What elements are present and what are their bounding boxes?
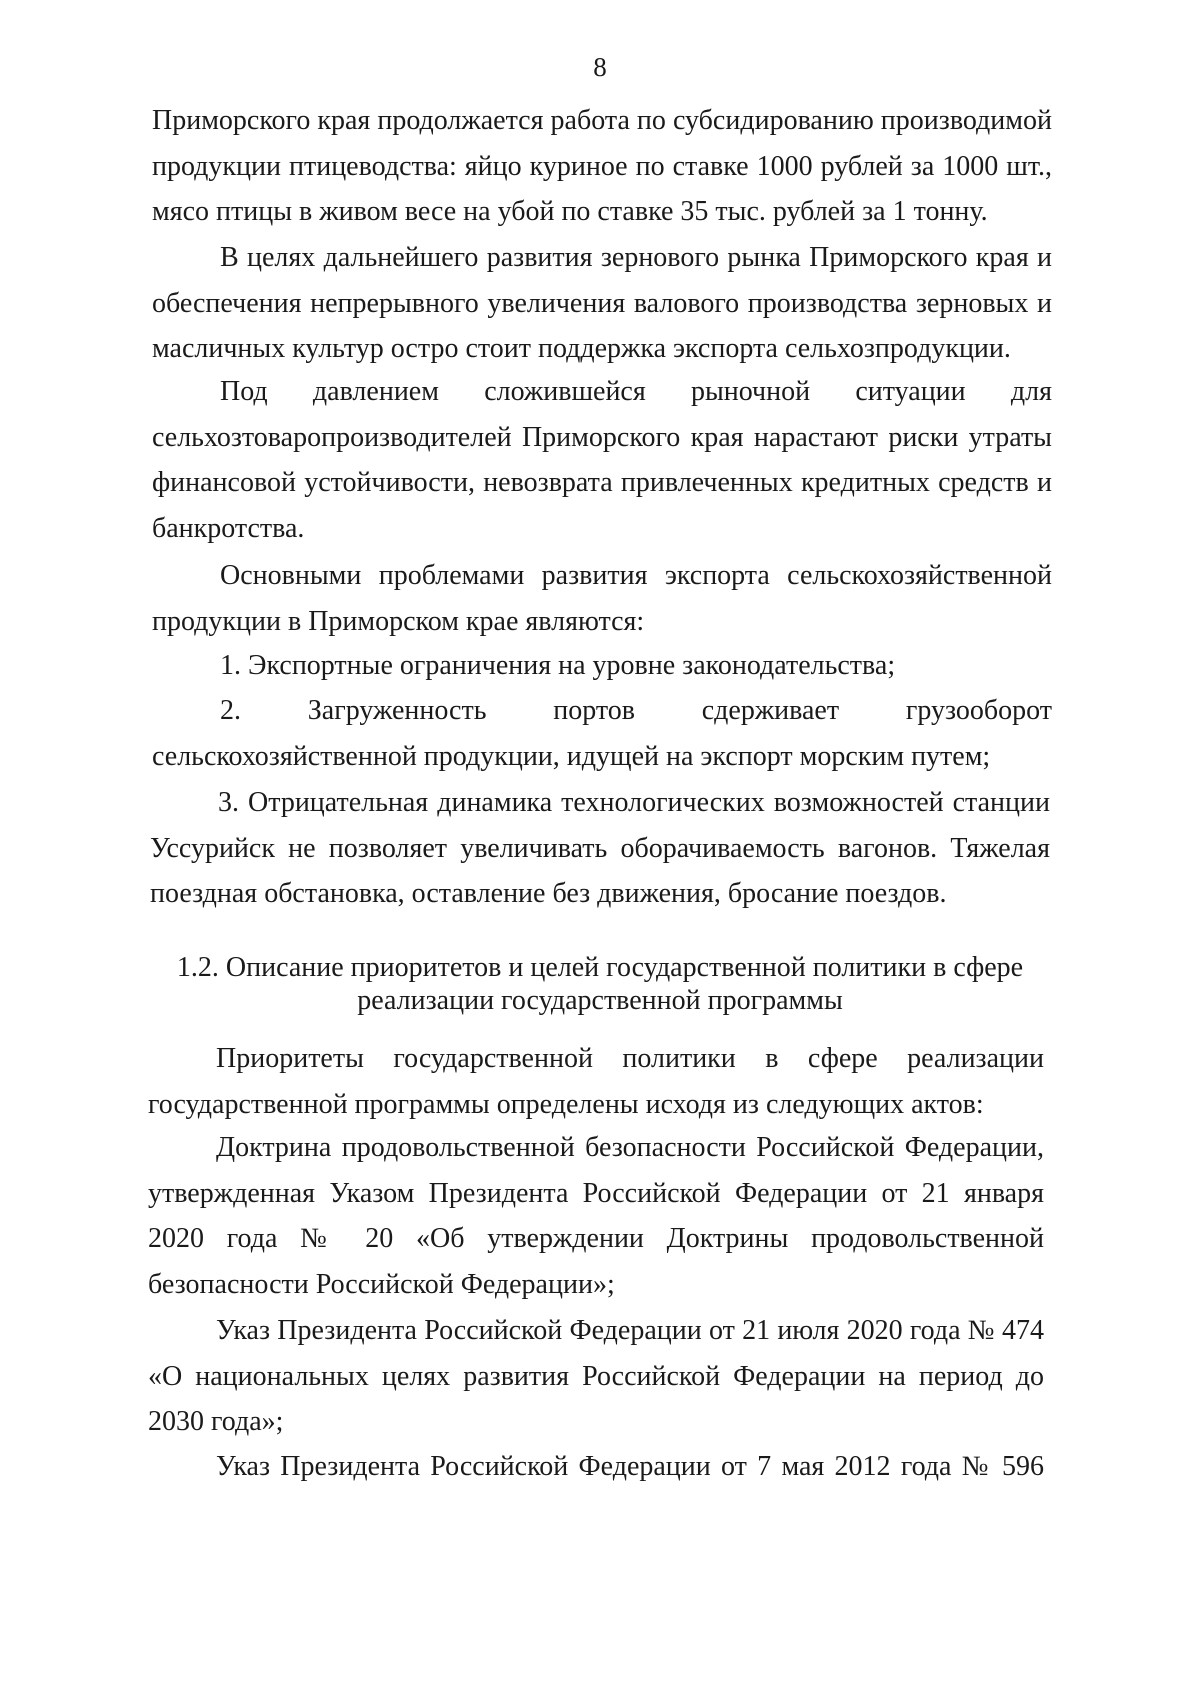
list-item-station-capacity: 3. Отрицательная динамика технологических возможностей станции Уссурийск не позволяет увеличивать оборачиваемость вагонов. Тяжелая поездная обстановка, оставление без движения, бросание поездов. — [150, 787, 1050, 909]
section-heading-line-1: 1.2. Описание приоритетов и целей государственной политики в сфере — [176, 952, 1024, 983]
section-heading-line-2: реализации государственной программы — [357, 985, 843, 1016]
paragraph-decree-474: Указ Президента Российской Федерации от 21 июля 2020 года № 474 «О национальных целях развития Российской Федерации на период до 2030 года»; — [148, 1315, 1044, 1437]
list-item-port-congestion: 2. Загруженность портов сдерживает грузооборот сельскохозяйственной продукции, идущей на экспорт морским путем; — [152, 695, 1052, 772]
list-item-export-restrictions: 1. Экспортные ограничения на уровне законодательства; — [220, 650, 896, 681]
paragraph-poultry-subsidy: Приморского края продолжается работа по субсидированию производимой продукции птицеводства: яйцо куриное по ставке 1000 рублей за 1000 шт., мясо птицы в живом весе на убой по ставке 35 тыс. рублей за 1 тонну. — [152, 105, 1052, 227]
section-heading — [150, 951, 1050, 1017]
paragraph-priorities: Приоритеты государственной политики в сфере реализации государственной программы определены исходя из следующих актов: — [148, 1043, 1044, 1120]
paragraph-export-problems-intro: Основными проблемами развития экспорта сельскохозяйственной продукции в Приморском крае являются: — [152, 560, 1052, 637]
paragraph-decree-596: Указ Президента Российской Федерации от 7 мая 2012 года № 596 — [216, 1451, 1044, 1482]
paragraph-market-pressure: Под давлением сложившейся рыночной ситуации для сельхозтоваропроизводителей Приморского края нарастают риски утраты финансовой устойчивости, невозврата привлеченных кредитных средств и банкротства. — [152, 376, 1052, 544]
paragraph-food-security-doctrine: Доктрина продовольственной безопасности Российской Федерации, утвержденная Указом Президента Российской Федерации от 21 января 2020 года № 20 «Об утверждении Доктрины продовольственной безопасности Российской Федерации»; — [148, 1132, 1044, 1300]
paragraph-grain-market: В целях дальнейшего развития зернового рынка Приморского края и обеспечения непрерывного увеличения валового производства зерновых и масличных культур остро стоит поддержка экспорта сельхозпродукции. — [152, 242, 1052, 364]
page-number: 8 — [593, 52, 607, 82]
